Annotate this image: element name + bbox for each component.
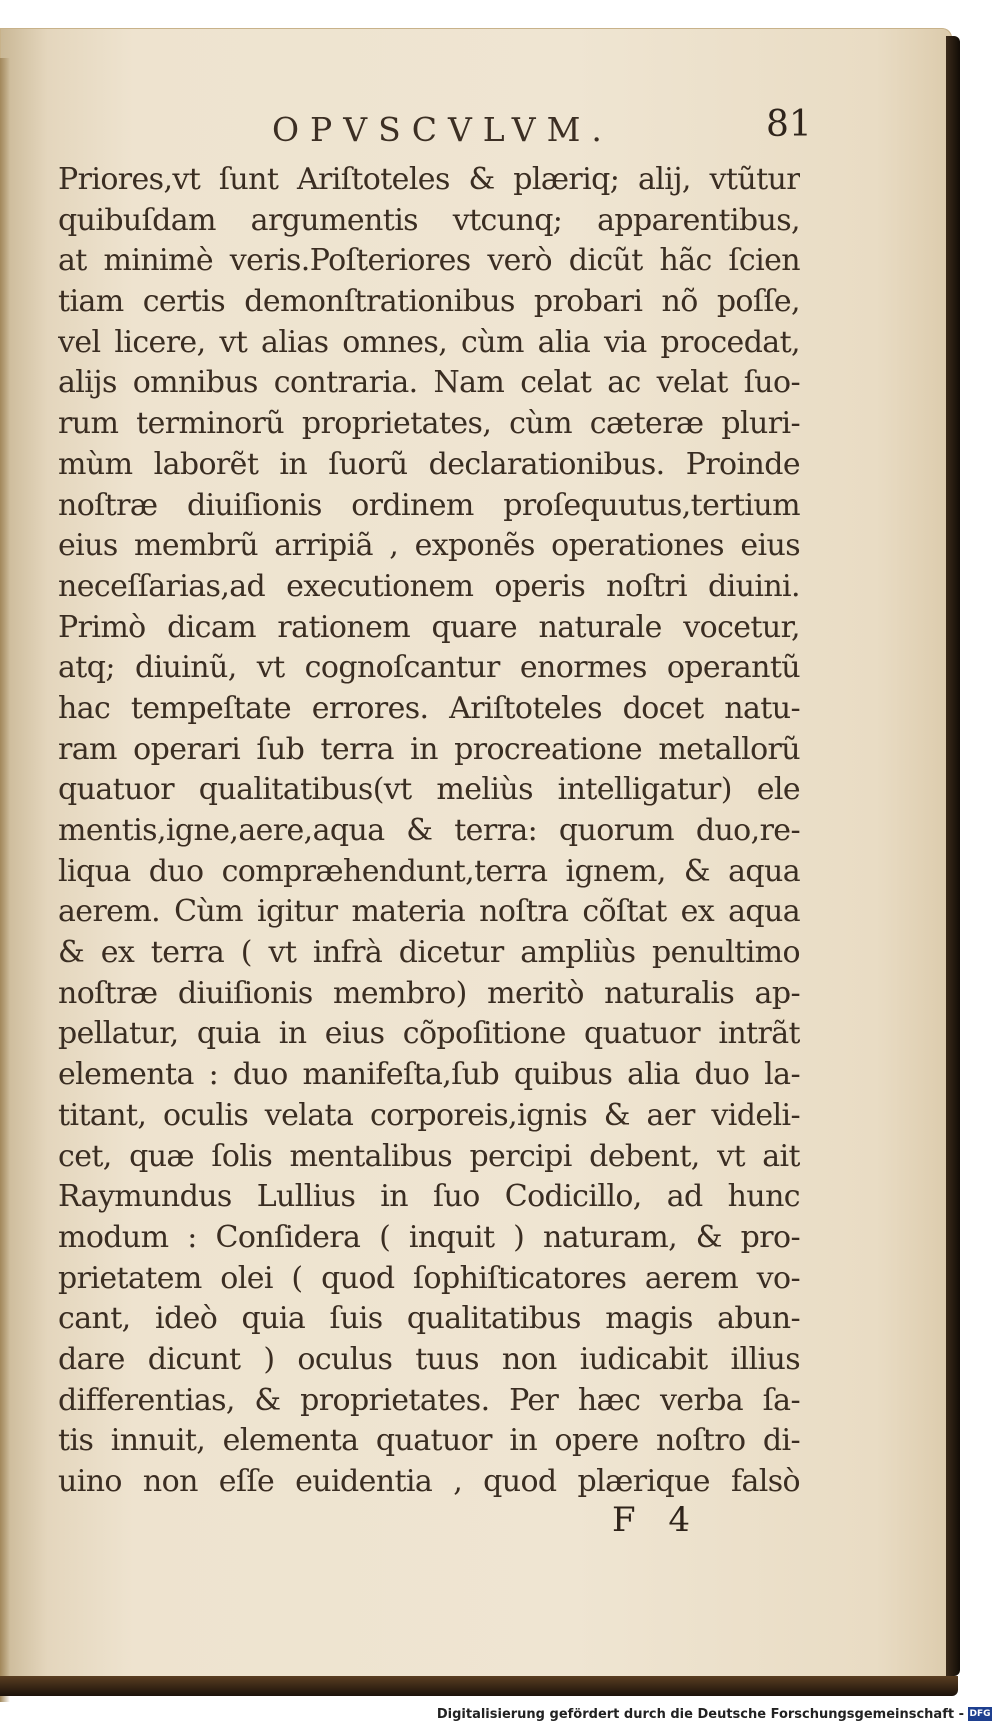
text-line: pellatur, quia in eius cõpoſitione quatuor intrãt: [58, 1016, 800, 1052]
text-line: vel licere, vt alias omnes, cùm alia via procedat,: [58, 324, 800, 360]
text-line: Raymundus Lullius in ſuo Codicillo, ad hunc: [58, 1179, 800, 1215]
funding-credit: Digitalisierung gefördert durch die Deutsche Forschungsgemeinschaft -: [436, 1707, 964, 1722]
gutter-stain: [0, 58, 10, 1704]
text-line: hac tempeſtate errores. Ariſtoteles docet natu-: [58, 690, 800, 726]
text-line: mùm laborẽt in ſuorũ declarationibus. Proinde: [58, 446, 800, 482]
text-line: elementa : duo manifeſta,ſub quibus alia duo la-: [58, 1057, 800, 1093]
text-line: tiam certis demonſtrationibus probari nõ poſſe,: [58, 284, 800, 320]
text-line: liqua duo compræhendunt,terra ignem, & aqua: [58, 853, 800, 889]
text-line: ram operari ſub terra in procreatione metallorũ: [58, 731, 800, 767]
text-line: Primò dicam rationem quare naturale vocetur,: [58, 609, 800, 645]
text-line: Priores,vt ſunt Ariſtoteles & plæriq; alij, vtũtur: [58, 162, 800, 197]
text-line: tis innuit, elementa quatuor in opere noſtro di-: [58, 1423, 800, 1459]
text-line: at minimè veris.Poſteriores verò dicũt hãc ſcien: [58, 243, 800, 279]
text-line: prietatem olei ( quod ſophiſticatores aerem vo-: [58, 1260, 800, 1296]
text-line: & ex terra ( vt infrà dicetur ampliùs penultimo: [58, 935, 800, 971]
text-line: eius membrũ arripiã , exponẽs operationes eius: [58, 528, 800, 564]
text-line: dare dicunt ) oculus tuus non iudicabit illius: [58, 1341, 800, 1377]
text-line: modum : Conſidera ( inquit ) naturam, & pro-: [58, 1219, 800, 1255]
digitization-footer: [0, 1702, 1000, 1727]
text-line: cant, ideò quia ſuis qualitatibus magis abun-: [58, 1301, 800, 1337]
text-line: differentias, & proprietates. Per hæc verba ſa-: [58, 1382, 800, 1418]
text-line: aerem. Cùm igitur materia noſtra cõſtat ex aqua: [58, 894, 800, 930]
signature-mark: F 4: [612, 1500, 691, 1540]
text-line: noſtræ diuiſionis ordinem proſequutus,tertium: [58, 487, 800, 523]
text-line: titant, oculis velata corporeis,ignis & aer videli-: [58, 1097, 800, 1133]
text-line: neceſſarias,ad executionem operis noſtri diuini.: [58, 568, 800, 604]
dfg-logo-icon: DFG: [969, 1709, 991, 1719]
text-line: atq; diuinũ, vt cognoſcantur enormes operantũ: [58, 650, 800, 686]
text-line: mentis,igne,aere,aqua & terra: quorum duo,re-: [58, 813, 800, 848]
text-line: quibuſdam argumentis vtcunq; apparentibus,: [58, 202, 800, 238]
text-line: noſtræ diuiſionis membro) meritò naturalis ap-: [58, 975, 800, 1011]
text-line: alijs omnibus contraria. Nam celat ac velat ſuo-: [58, 365, 800, 401]
page-edge-right: [946, 36, 960, 1676]
text-line: quatuor qualitatibus(vt meliùs intelligatur) ele: [58, 772, 800, 808]
body-text: [58, 160, 800, 1503]
text-line: uino non eſſe euidentia , quod plærique falsò: [58, 1464, 800, 1499]
text-line: cet, quæ ſolis mentalibus percipi debent, vt ait: [58, 1138, 800, 1174]
page-edge-bottom: [0, 1676, 958, 1696]
text-line: rum terminorũ proprietates, cùm cæteræ pluri-: [58, 406, 800, 442]
page-number: 81: [766, 104, 812, 145]
running-head: OPVSCVLVM.: [272, 110, 613, 149]
